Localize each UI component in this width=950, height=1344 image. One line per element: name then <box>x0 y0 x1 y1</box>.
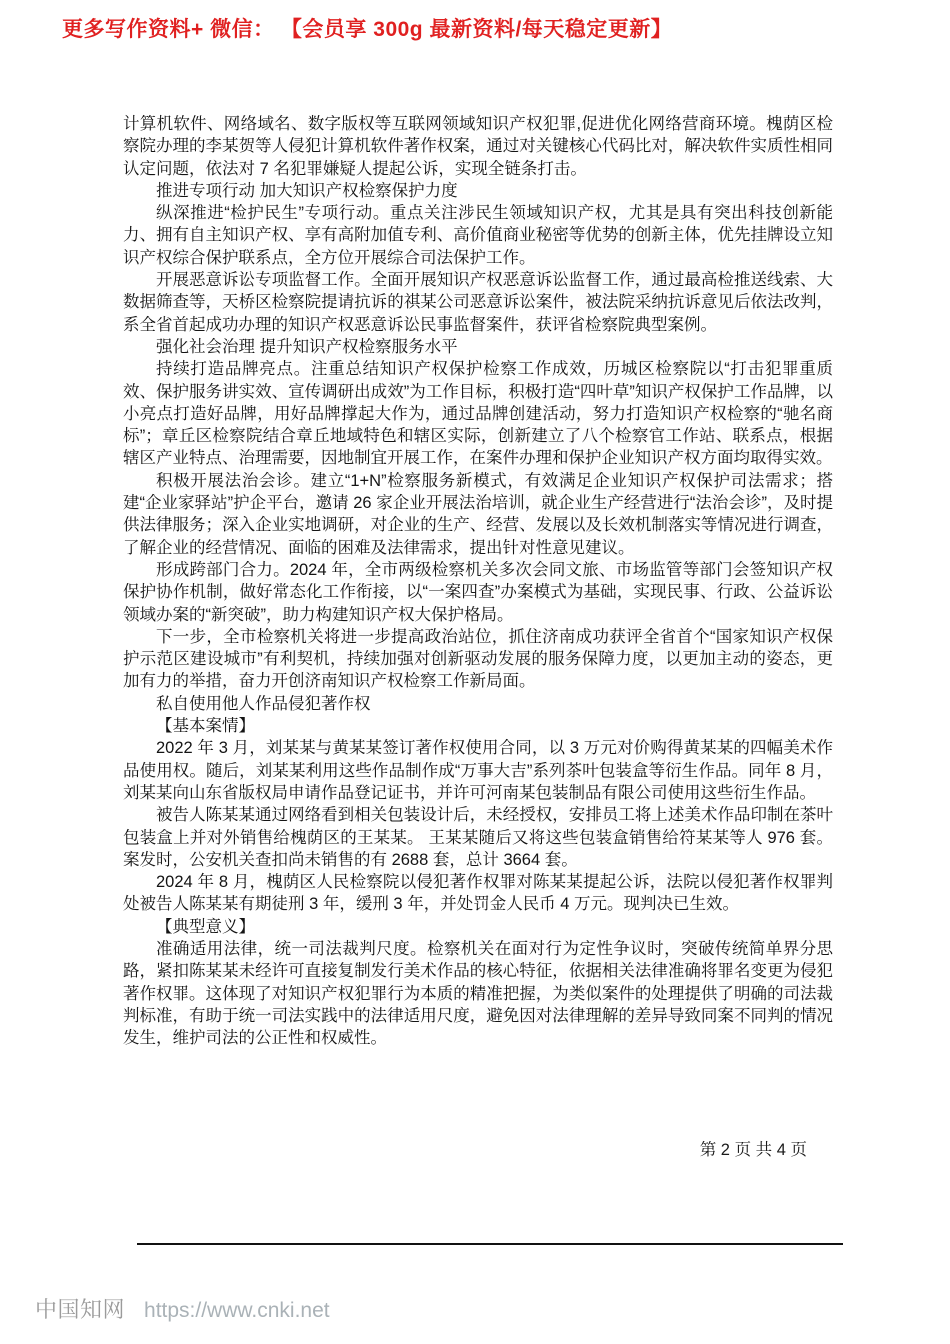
paragraph: 下一步，全市检察机关将进一步提高政治站位，抓住济南成功获评全省首个“国家知识产权保护示范区建设城市”有利契机，持续加强对创新驱动发展的服务保障力度，以更加主动的姿态，更加有力的举措，奋力开创济南知识产权检察工作新局面。 <box>123 627 833 691</box>
paragraph: 积极开展法治会诊。建立“1+N”检察服务新模式，有效满足企业知识产权保护司法需求；搭建“企业家驿站”护企平台，邀请 26 家企业开展法治培训，就企业生产经营进行“法治会诊”，及时提供法律服务；深入企业实地调研，对企业的生产、经营、发展以及长效机制落实等情况进行调查，了解企业的经营情况、面临的困难及法律需求，提出针对性意见建议。 <box>123 471 833 557</box>
page-number: 第 2 页 共 4 页 <box>699 1141 807 1159</box>
section-heading: 【基本案情】 <box>156 717 255 736</box>
section-heading: 【典型意义】 <box>156 917 255 936</box>
paragraph: 2022 年 3 月，刘某某与黄某某签订著作权使用合同，以 3 万元对价购得黄某某的四幅美术作品使用权。随后，刘某某利用这些作品制作成“万事大吉”系列茶叶包装盒等衍生作品。同年 8 月，刘某某向山东省版权局申请作品登记证书，并许可河南某包装制品有限公司使用这些衍生作品。 <box>123 739 833 802</box>
section-heading: 推进专项行动 加大知识产权检察保护力度 <box>156 181 458 200</box>
footer-divider <box>137 1243 843 1245</box>
paragraph: 持续打造品牌亮点。注重总结知识产权保护检察工作成效，历城区检察院以“打击犯罪重质效、保护服务讲实效、宣传调研出成效”为工作目标，积极打造“四叶草”知识产权保护工作品牌，以小亮点打造好品牌，用好品牌撑起大作为，通过品牌创建活动，努力打造知识产权检察的“驰名商标”；章丘区检察院结合章丘地域特色和辖区实际，创新建立了八个检察官工作站、联系点，根据辖区产业特点、治理需要，因地制宜开展工作，在案件办理和保护企业知识产权方面均取得实效。 <box>123 360 833 468</box>
section-heading: 私自使用他人作品侵犯著作权 <box>156 694 371 713</box>
cnki-brand-logo: 中国知网 <box>35 1297 126 1322</box>
cnki-watermark <box>35 1293 330 1324</box>
paragraph: 计算机软件、网络域名、数字版权等互联网领域知识产权犯罪,促进优化网络营商环境。槐荫区检察院办理的李某贺等人侵犯计算机软件著作权案，通过对关键核心代码比对，解决软件实质性相同认定问题，依法对 7 名犯罪嫌疑人提起公诉，实现全链条打击。 <box>123 115 833 178</box>
paragraph: 准确适用法律，统一司法裁判尺度。检察机关在面对行为定性争议时，突破传统简单界分思路，紧扣陈某某未经许可直接复制发行美术作品的核心特征，依据相关法律准确将罪名变更为侵犯著作权罪。这体现了对知识产权犯罪行为本质的精准把握，为类似案件的处理提供了明确的司法裁判标准，有助于统一司法实践中的法律适用尺度，避免因对法律理解的差异导致同案不同判的情况发生，维护司法的公正性和权威性。 <box>123 939 833 1048</box>
paragraph: 纵深推进“检护民生”专项行动。重点关注涉民生领域知识产权，尤其是具有突出科技创新能力、拥有自主知识产权、享有高附加值专利、高价值商业秘密等优势的创新主体，优先挂牌设立知识产权综合保护联系点，全方位开展综合司法保护工作。 <box>123 204 833 267</box>
document-body <box>123 113 833 1049</box>
section-heading: 强化社会治理 提升知识产权检察服务水平 <box>156 337 458 356</box>
promo-banner: 更多写作资料+ 微信： 【会员享 300g 最新资料/每天稳定更新】 <box>62 18 673 41</box>
paragraph: 形成跨部门合力。2024 年，全市两级检察机关多次会同文旅、市场监管等部门会签知识产权保护协作机制，做好常态化工作衔接，以“一案四查”办案模式为基础，实现民事、行政、公益诉讼领域办案的“新突破”，助力构建知识产权大保护格局。 <box>123 560 833 624</box>
paragraph: 被告人陈某某通过网络看到相关包装设计后，未经授权，安排员工将上述美术作品印制在茶叶包装盒上并对外销售给槐荫区的王某某。 王某某随后又将这些包装盒销售给符某某等人 976 套。案发时，公安机关查扣尚未销售的有 2688 套，总计 3664 套。 <box>123 806 833 869</box>
cnki-url: https://www.cnki.net <box>144 1299 330 1322</box>
paragraph: 开展恶意诉讼专项监督工作。全面开展知识产权恶意诉讼监督工作，通过最高检推送线索、大数据筛查等，天桥区检察院提请抗诉的祺某公司恶意诉讼案件，被法院采纳抗诉意见后依法改判，系全省首起成功办理的知识产权恶意诉讼民事监督案件，获评省检察院典型案例。 <box>123 271 833 334</box>
paragraph: 2024 年 8 月，槐荫区人民检察院以侵犯著作权罪对陈某某提起公诉，法院以侵犯著作权罪判处被告人陈某某有期徒刑 3 年，缓刑 3 年，并处罚金人民币 4 万元。现判决已生效。 <box>123 873 833 914</box>
